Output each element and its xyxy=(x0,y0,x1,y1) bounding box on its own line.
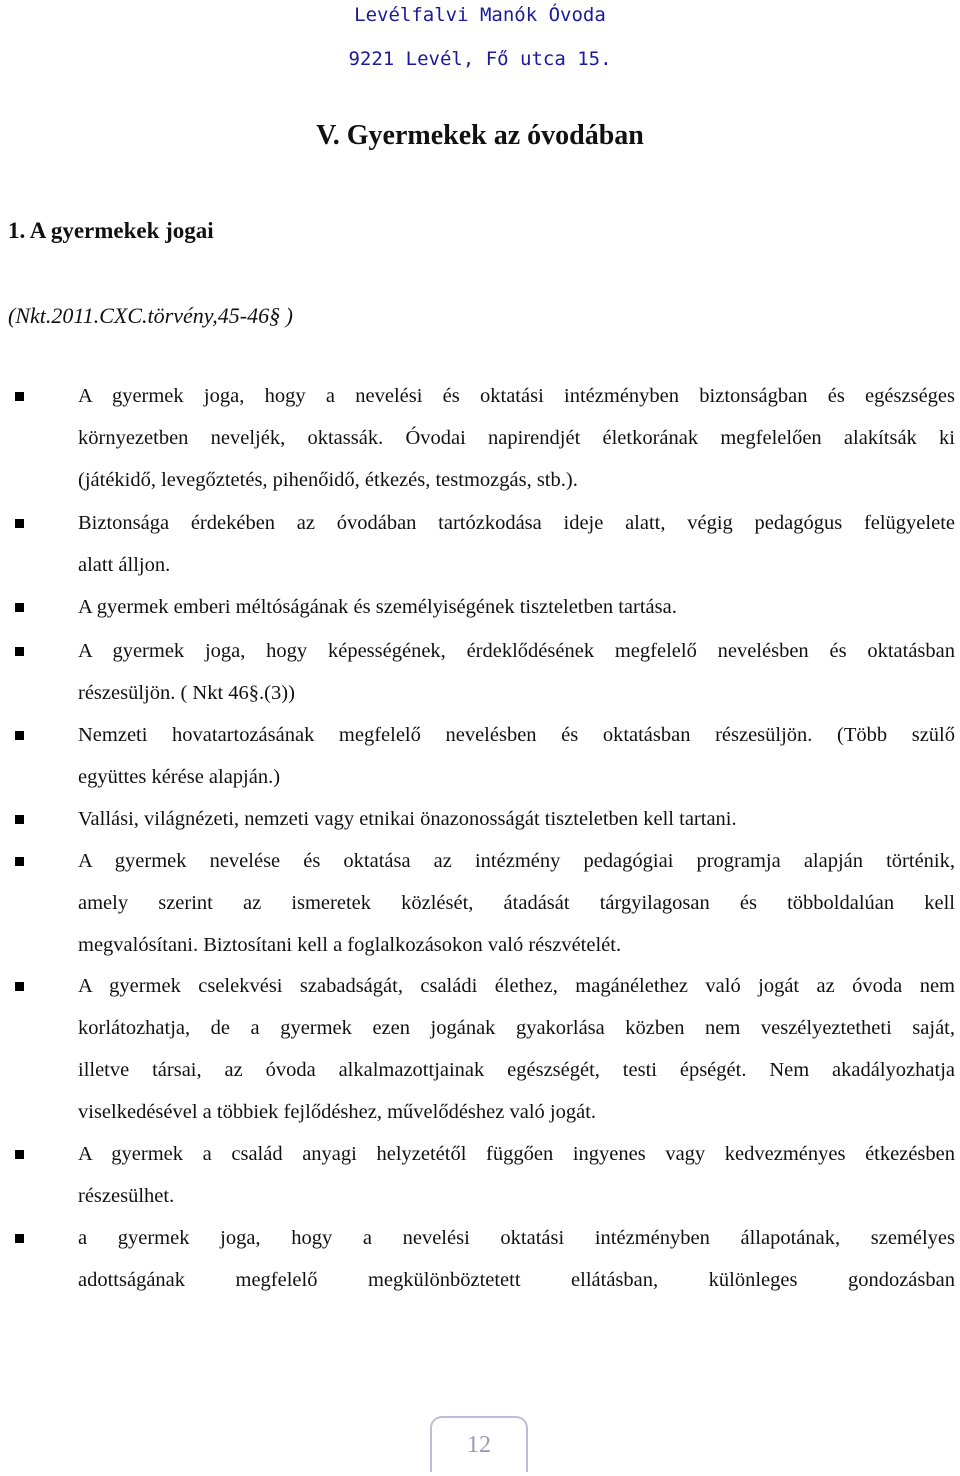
list-item-line: Nemzeti hovatartozásának megfelelő nevelésben és oktatásban részesüljön. (Több szülő xyxy=(78,724,955,746)
list-item-line: korlátozhatja, de a gyermek ezen jogának gyakorlása közben nem veszélyeztetheti saját, xyxy=(78,1017,955,1039)
institution-address: 9221 Levél, Fő utca 15. xyxy=(348,48,612,70)
list-item-line: illetve társai, az óvoda alkalmazottjainak egészségét, testi épségét. Nem akadályozhatja xyxy=(78,1059,955,1081)
list-bullet xyxy=(15,857,24,866)
list-item-line: A gyermek emberi méltóságának és személyiségének tiszteletben tartása. xyxy=(78,596,677,618)
list-item-line: részesüljön. ( Nkt 46§.(3)) xyxy=(78,682,295,704)
list-item-line: részesülhet. xyxy=(78,1185,175,1207)
list-item-line: A gyermek joga, hogy képességének, érdeklődésének megfelelő nevelésben és oktatásban xyxy=(78,640,955,662)
list-item-line: együttes kérése alapján.) xyxy=(78,766,281,788)
section-title: 1. A gyermekek jogai xyxy=(8,218,214,243)
list-item-line: A gyermek nevelése és oktatása az intézmény pedagógiai programja alapján történik, xyxy=(78,850,955,872)
list-bullet xyxy=(15,392,24,401)
list-bullet xyxy=(15,519,24,528)
list-item-line: a gyermek joga, hogy a nevelési oktatási intézményben állapotának, személyes xyxy=(78,1227,955,1249)
list-bullet xyxy=(15,815,24,824)
list-item-line: A gyermek joga, hogy a nevelési és oktatási intézményben biztonságban és egészséges xyxy=(78,385,955,407)
list-bullet xyxy=(15,1234,24,1243)
list-item-line: Biztonsága érdekében az óvodában tartózkodása ideje alatt, végig pedagógus felügyelete xyxy=(78,512,955,534)
list-bullet xyxy=(15,982,24,991)
list-bullet xyxy=(15,603,24,612)
list-item-line: amely szerint az ismeretek közlését, átadását tárgyilagosan és többoldalúan kell xyxy=(78,892,955,914)
list-item-line: A gyermek cselekvési szabadságát, családi élethez, magánélethez való jogát az óvoda nem xyxy=(78,975,955,997)
list-item-line: megvalósítani. Biztosítani kell a foglalkozásokon való részvételét. xyxy=(78,934,622,956)
list-item-line: Vallási, világnézeti, nemzeti vagy etnikai önazonosságát tiszteletben kell tartani. xyxy=(78,808,737,830)
list-item-line: A gyermek a család anyagi helyzetétől függően ingyenes vagy kedvezményes étkezésben xyxy=(78,1143,955,1165)
law-reference: (Nkt.2011.CXC.törvény,45-46§ ) xyxy=(8,303,293,328)
list-item-line: alatt álljon. xyxy=(78,554,171,576)
list-item-line: viselkedésével a többiek fejlődéshez, művelődéshez való jogát. xyxy=(78,1101,597,1123)
list-bullet xyxy=(15,731,24,740)
list-item-line: (játékidő, levegőztetés, pihenőidő, étkezés, testmozgás, stb.). xyxy=(78,469,578,491)
institution-name: Levélfalvi Manók Óvoda xyxy=(354,4,606,26)
list-bullet xyxy=(15,647,24,656)
list-bullet xyxy=(15,1150,24,1159)
chapter-title: V. Gyermekek az óvodában xyxy=(316,120,644,151)
page-number: 12 xyxy=(467,1432,491,1458)
list-item-line: környezetben neveljék, oktassák. Óvodai napirendjét életkorának megfelelően alakítsák ki xyxy=(78,427,955,449)
list-item-line: adottságának megfelelő megkülönböztetett ellátásban, különleges gondozásban xyxy=(78,1269,955,1291)
